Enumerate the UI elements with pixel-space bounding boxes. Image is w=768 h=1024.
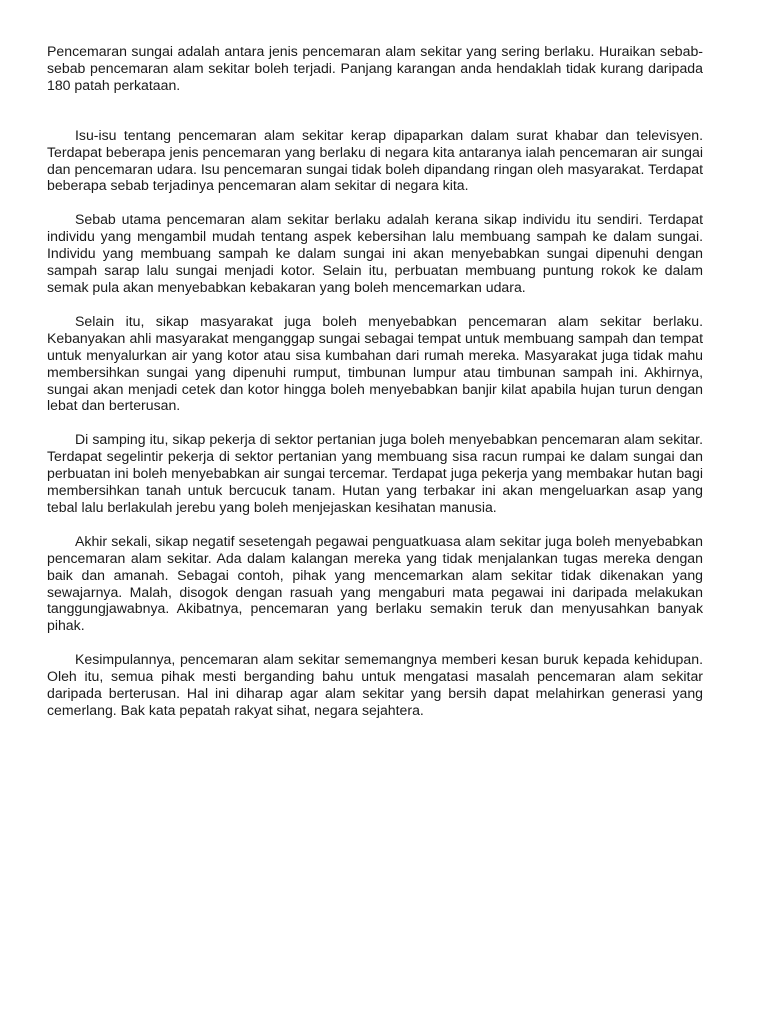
essay-question: Pencemaran sungai adalah antara jenis pencemaran alam sekitar yang sering berlaku. Huraikan sebab-sebab pencemaran alam sekitar boleh terjadi. Panjang karangan anda hendaklah tidak kurang daripada 180 patah perkataan. <box>47 43 703 93</box>
paragraph-enforcement-officers: Akhir sekali, sikap negatif sesetengah pegawai penguatkuasa alam sekitar juga boleh menyebabkan pencemaran alam sekitar. Ada dalam kalangan mereka yang tidak menjalankan tugas mereka dengan baik dan amanah. Sebagai contoh, pihak yang mencemarkan alam sekitar tidak dikenakan yang sewajarnya. Malah, disogok dengan rasuah yang mengaburi mata pegawai ini daripada melakukan tanggungjawabnya. Akibatnya, pencemaran yang berlaku semakin teruk dan menyusahkan banyak pihak. <box>47 532 703 634</box>
paragraph-agriculture-workers: Di samping itu, sikap pekerja di sektor pertanian juga boleh menyebabkan pencemaran alam sekitar. Terdapat segelintir pekerja di sektor pertanian yang membuang sisa racun rumpai ke dalam sungai dan perbuatan ini boleh menyebabkan air sungai tercemar. Terdapat juga pekerja yang membakar hutan bagi membersihkan tanah untuk bercucuk tanam. Hutan yang terbakar ini akan mengeluarkan asap yang tebal lalu berlakulah jerebu yang boleh menjejaskan kesihatan manusia. <box>47 431 703 515</box>
paragraph-individual-attitude: Sebab utama pencemaran alam sekitar berlaku adalah kerana sikap individu itu sendiri. Terdapat individu yang mengambil mudah tentang aspek kebersihan lalu membuang sampah ke dalam sungai. Individu yang membuang sampah ke dalam sungai ini akan menyebabkan sungai dipenuhi dengan sampah sarap lalu sungai menjadi kotor. Selain itu, perbuatan membuang puntung rokok ke dalam semak pula akan menyebabkan kebakaran yang boleh mencemarkan udara. <box>47 211 703 295</box>
paragraph-conclusion: Kesimpulannya, pencemaran alam sekitar sememangnya memberi kesan buruk kepada kehidupan. Oleh itu, semua pihak mesti berganding bahu untuk mengatasi masalah pencemaran alam sekitar daripada berterusan. Hal ini diharap agar alam sekitar yang bersih dapat melahirkan generasi yang cemerlang. Bak kata pepatah rakyat sihat, negara sejahtera. <box>47 651 703 718</box>
paragraph-introduction: Isu-isu tentang pencemaran alam sekitar kerap dipaparkan dalam surat khabar dan televisyen. Terdapat beberapa jenis pencemaran yang berlaku di negara kita antaranya ialah pencemaran air sungai dan pencemaran udara. Isu pencemaran sungai tidak boleh dipandang ringan oleh masyarakat. Terdapat beberapa sebab terjadinya pencemaran alam sekitar di negara kita. <box>47 126 703 194</box>
paragraph-community-attitude: Selain itu, sikap masyarakat juga boleh menyebabkan pencemaran alam sekitar berlaku. Kebanyakan ahli masyarakat menganggap sungai sebagai tempat untuk membuang sampah dan tempat untuk menyalurkan air yang kotor atau sisa kumbahan dari rumah mereka. Masyarakat juga tidak mahu membersihkan sungai yang dipenuhi rumput, timbunan lumpur atau timbunan sampah ini. Akhirnya, sungai akan menjadi cetek dan kotor hingga boleh menyebabkan banjir kilat apabila hujan turun dengan lebat dan berterusan. <box>47 312 703 414</box>
essay-document <box>47 43 703 736</box>
